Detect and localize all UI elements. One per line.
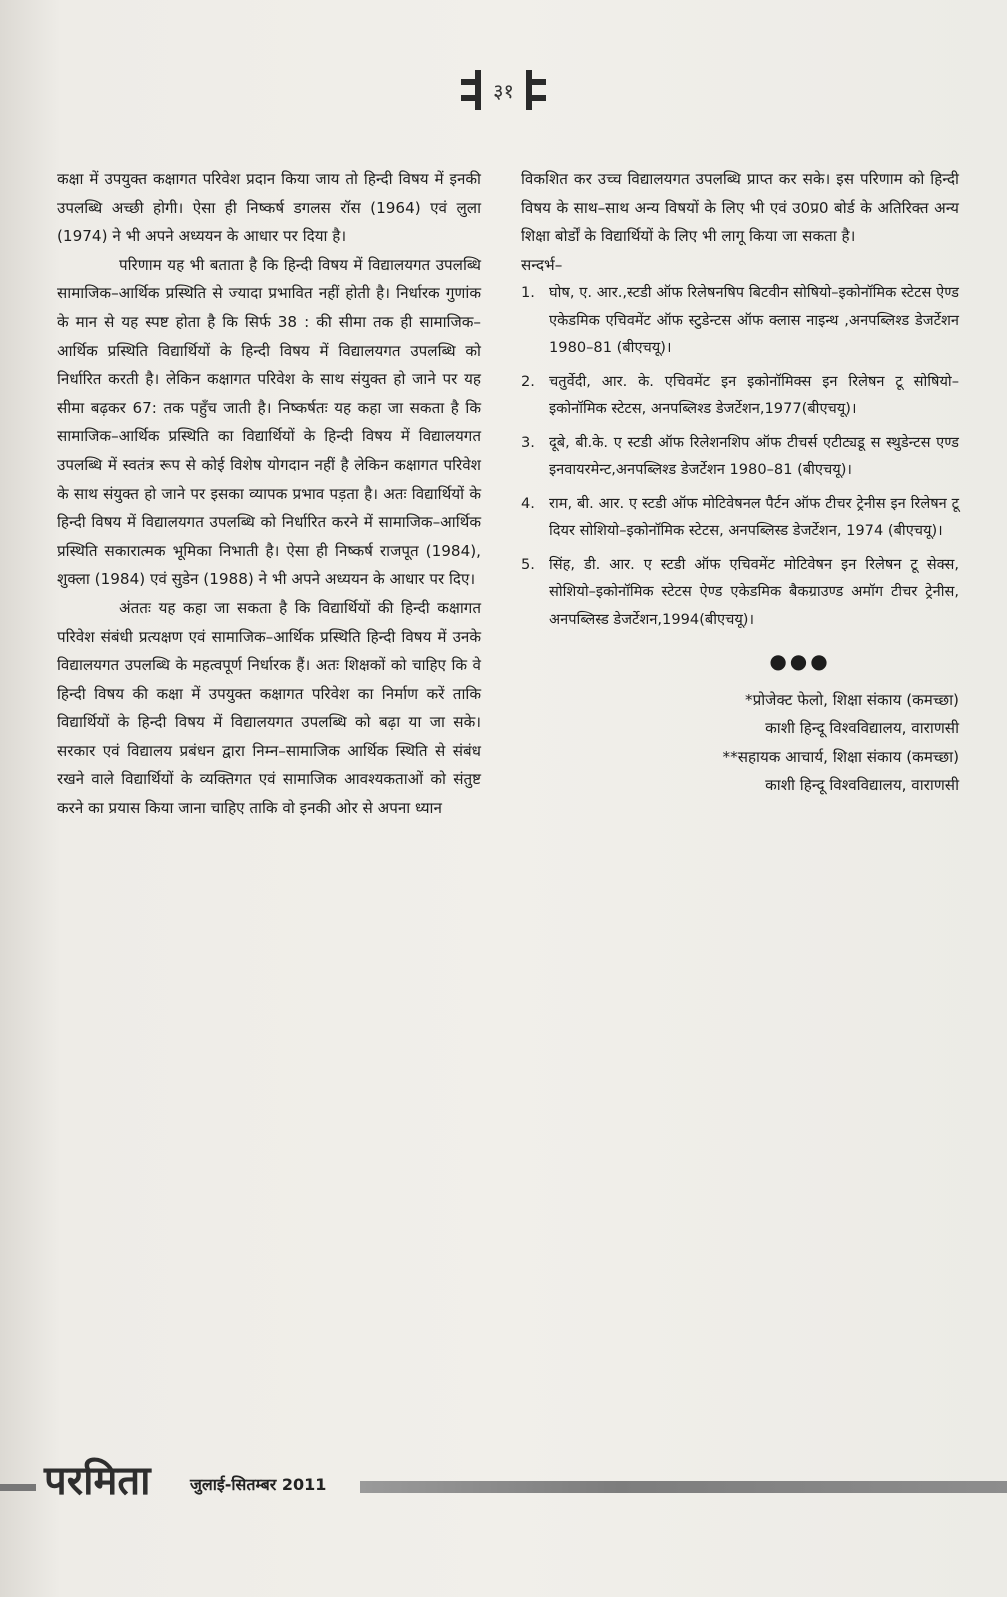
reference-text: दूबे, बी.के. ए स्टडी ऑफ रिलेशनशिप ऑफ टीचर्स एटीट्यडू स स्थुडेन्टस एण्ड इनवायरमेन्ट,अनपब्लिश्ड डेजर्टेशन 1980–81 (बीएचयू)। — [549, 433, 959, 479]
reference-text: घोष, ए. आर.,स्टडी ऑफ रिलेषनषिप बिटवीन सोषियो–इकोनॉमिक स्टेटस ऐण्ड एकेडमिक एचिवमेंट ऑफ स्टुडेन्टस ऑफ क्लास नाइन्थ ,अनपब्लिश्ड डेजर्टेशन 1980–81 (बीएचयू)। — [549, 284, 959, 357]
right-bracket-ornament — [526, 70, 552, 110]
right-column — [521, 165, 959, 800]
reference-number: 3. — [521, 433, 535, 451]
reference-number: 2. — [521, 372, 535, 390]
reference-number: 1. — [521, 284, 535, 302]
footer-rule-right — [360, 1481, 1007, 1493]
reference-item — [521, 279, 959, 362]
reference-text: सिंह, डी. आर. ए स्टडी ऑफ एचिवमेंट मोटिवेषन इन रिलेषन टू सेक्स, सोशियो–इकोनॉमिक स्टेटस ऐण्ड एकेडमिक बैकग्राउण्ड अमॉग टीचर ट्रेनीस, अनपब्लिस्ड डेजर्टेशन,1994(बीएचयू)। — [549, 555, 959, 628]
reference-number: 5. — [521, 555, 535, 573]
paragraph: कक्षा में उपयुक्त कक्षागत परिवेश प्रदान किया जाय तो हिन्दी विषय में इनकी उपलब्धि अच्छी होगी। ऐसा ही निष्कर्ष डगलस रॉस (1964) एवं लुला (1974) ने भी अपने अध्ययन के आधार पर दिया है। — [57, 170, 481, 246]
left-column — [57, 165, 481, 823]
left-bracket-ornament — [455, 70, 481, 110]
page-number-header — [0, 70, 1007, 110]
reference-text: चतुर्वेदी, आर. के. एचिवमेंट इन इकोनॉमिक्स इन रिलेषन टू सोषियो–इकोनॉमिक स्टेटस, अनपब्लिश्ड डेजर्टेशन,1977(बीएचयू)। — [549, 372, 959, 418]
paragraph: परिणाम यह भी बताता है कि हिन्दी विषय में विद्यालयगत उपलब्धि सामाजिक–आर्थिक प्रस्थिति से ज्यादा प्रभावित नहीं होती है। निर्धारक गुणांक के मान से यह स्पष्ट होता है कि सिर्फ 38 : की सीमा तक ही सामाजिक–आर्थिक प्रस्थिति विद्यार्थियों के हिन्दी विषय में विद्यालयगत उपलब्धि को निर्धारित करती है। लेकिन कक्षागत परिवेश के साथ संयुक्त हो जाने पर यह सीमा बढ़कर 67: तक पहुँच जाती है। निष्कर्षतः यह कहा जा सकता है कि सामाजिक–आर्थिक प्रस्थिति का विद्यार्थियों के हिन्दी विषय में विद्यालयगत उपलब्धि में स्वतंत्र रूप से कोई विशेष योगदान नहीं है लेकिन कक्षागत परिवेश के साथ संयुक्त हो जाने पर इसका व्यापक प्रभाव पड़ता है। अतः विद्यार्थियों के हिन्दी विषय में विद्यालयगत उपलब्धि को निर्धारित करने में सामाजिक–आर्थिक प्रस्थिति सकारात्मक भूमिका निभाती है। ऐसा ही निष्कर्ष राजपूत (1984), शुक्ला (1984) एवं सुडेन (1988) ने भी अपने अध्ययन के आधार पर दिए। — [57, 255, 481, 589]
page-footer — [0, 1457, 1007, 1509]
issue-date: जुलाई-सितम्बर 2011 — [190, 1475, 327, 1494]
author-affiliations — [521, 686, 959, 800]
references-list — [521, 279, 959, 633]
reference-item — [521, 368, 959, 423]
section-separator: ●●● — [769, 649, 831, 674]
footer-rule-left — [0, 1484, 36, 1491]
reference-item — [521, 551, 959, 634]
page-number: ३१ — [493, 78, 514, 103]
affiliation-line: **सहायक आचार्य, शिक्षा संकाय (कमच्छा) — [722, 747, 959, 766]
journal-name: परमिता — [44, 1458, 151, 1504]
reference-item — [521, 490, 959, 545]
references-heading: सन्दर्भ– — [521, 255, 563, 274]
reference-text: राम, बी. आर. ए स्टडी ऑफ मोटिवेषनल पैर्टन ऑफ टीचर ट्रेनीस इन रिलेषन टू दियर सोशियो–इकोनॉमिक स्टेटस, अनपब्लिस्ड डेजर्टेशन, 1974 (बीएचयू)। — [549, 494, 959, 540]
paragraph: विकशित कर उच्च विद्यालयगत उपलब्धि प्राप्त कर सके। इस परिणाम को हिन्दी विषय के साथ–साथ अन्य विषयों के लिए भी एवं उ0प्र0 बोर्ड के अतिरिक्त अन्य शिक्षा बोर्डों के विद्यार्थियों के लिए भी लागू किया जा सकता है। — [521, 170, 959, 246]
paragraph: अंततः यह कहा जा सकता है कि विद्यार्थियों की हिन्दी कक्षागत परिवेश संबंधी प्रत्यक्षण एवं सामाजिक–आर्थिक प्रस्थिति हिन्दी विषय में उनके विद्यालयगत उपलब्धि के महत्वपूर्ण निर्धारक हैं। अतः शिक्षकों को चाहिए कि वे हिन्दी विषय की कक्षा में उपयुक्त कक्षागत परिवेश का निर्माण करें ताकि विद्यार्थियों के हिन्दी विषय में विद्यालयगत उपलब्धि को बढ़ा या जा सके। सरकार एवं विद्यालय प्रबंधन द्वारा निम्न–सामाजिक आर्थिक स्थिति से संबंध रखने वाले विद्यार्थियों के व्यक्तिगत एवं सामाजिक आवश्यकताओं को संतुष्ट करने का प्रयास किया जाना चाहिए ताकि वो इनकी ओर से अपना ध्यान — [57, 598, 481, 818]
affiliation-line: काशी हिन्दू विश्वविद्यालय, वाराणसी — [765, 719, 959, 738]
reference-item — [521, 429, 959, 484]
reference-number: 4. — [521, 494, 535, 512]
affiliation-line: काशी हिन्दू विश्वविद्यालय, वाराणसी — [765, 776, 959, 795]
affiliation-line: *प्रोजेक्ट फेलो, शिक्षा संकाय (कमच्छा) — [745, 690, 959, 709]
